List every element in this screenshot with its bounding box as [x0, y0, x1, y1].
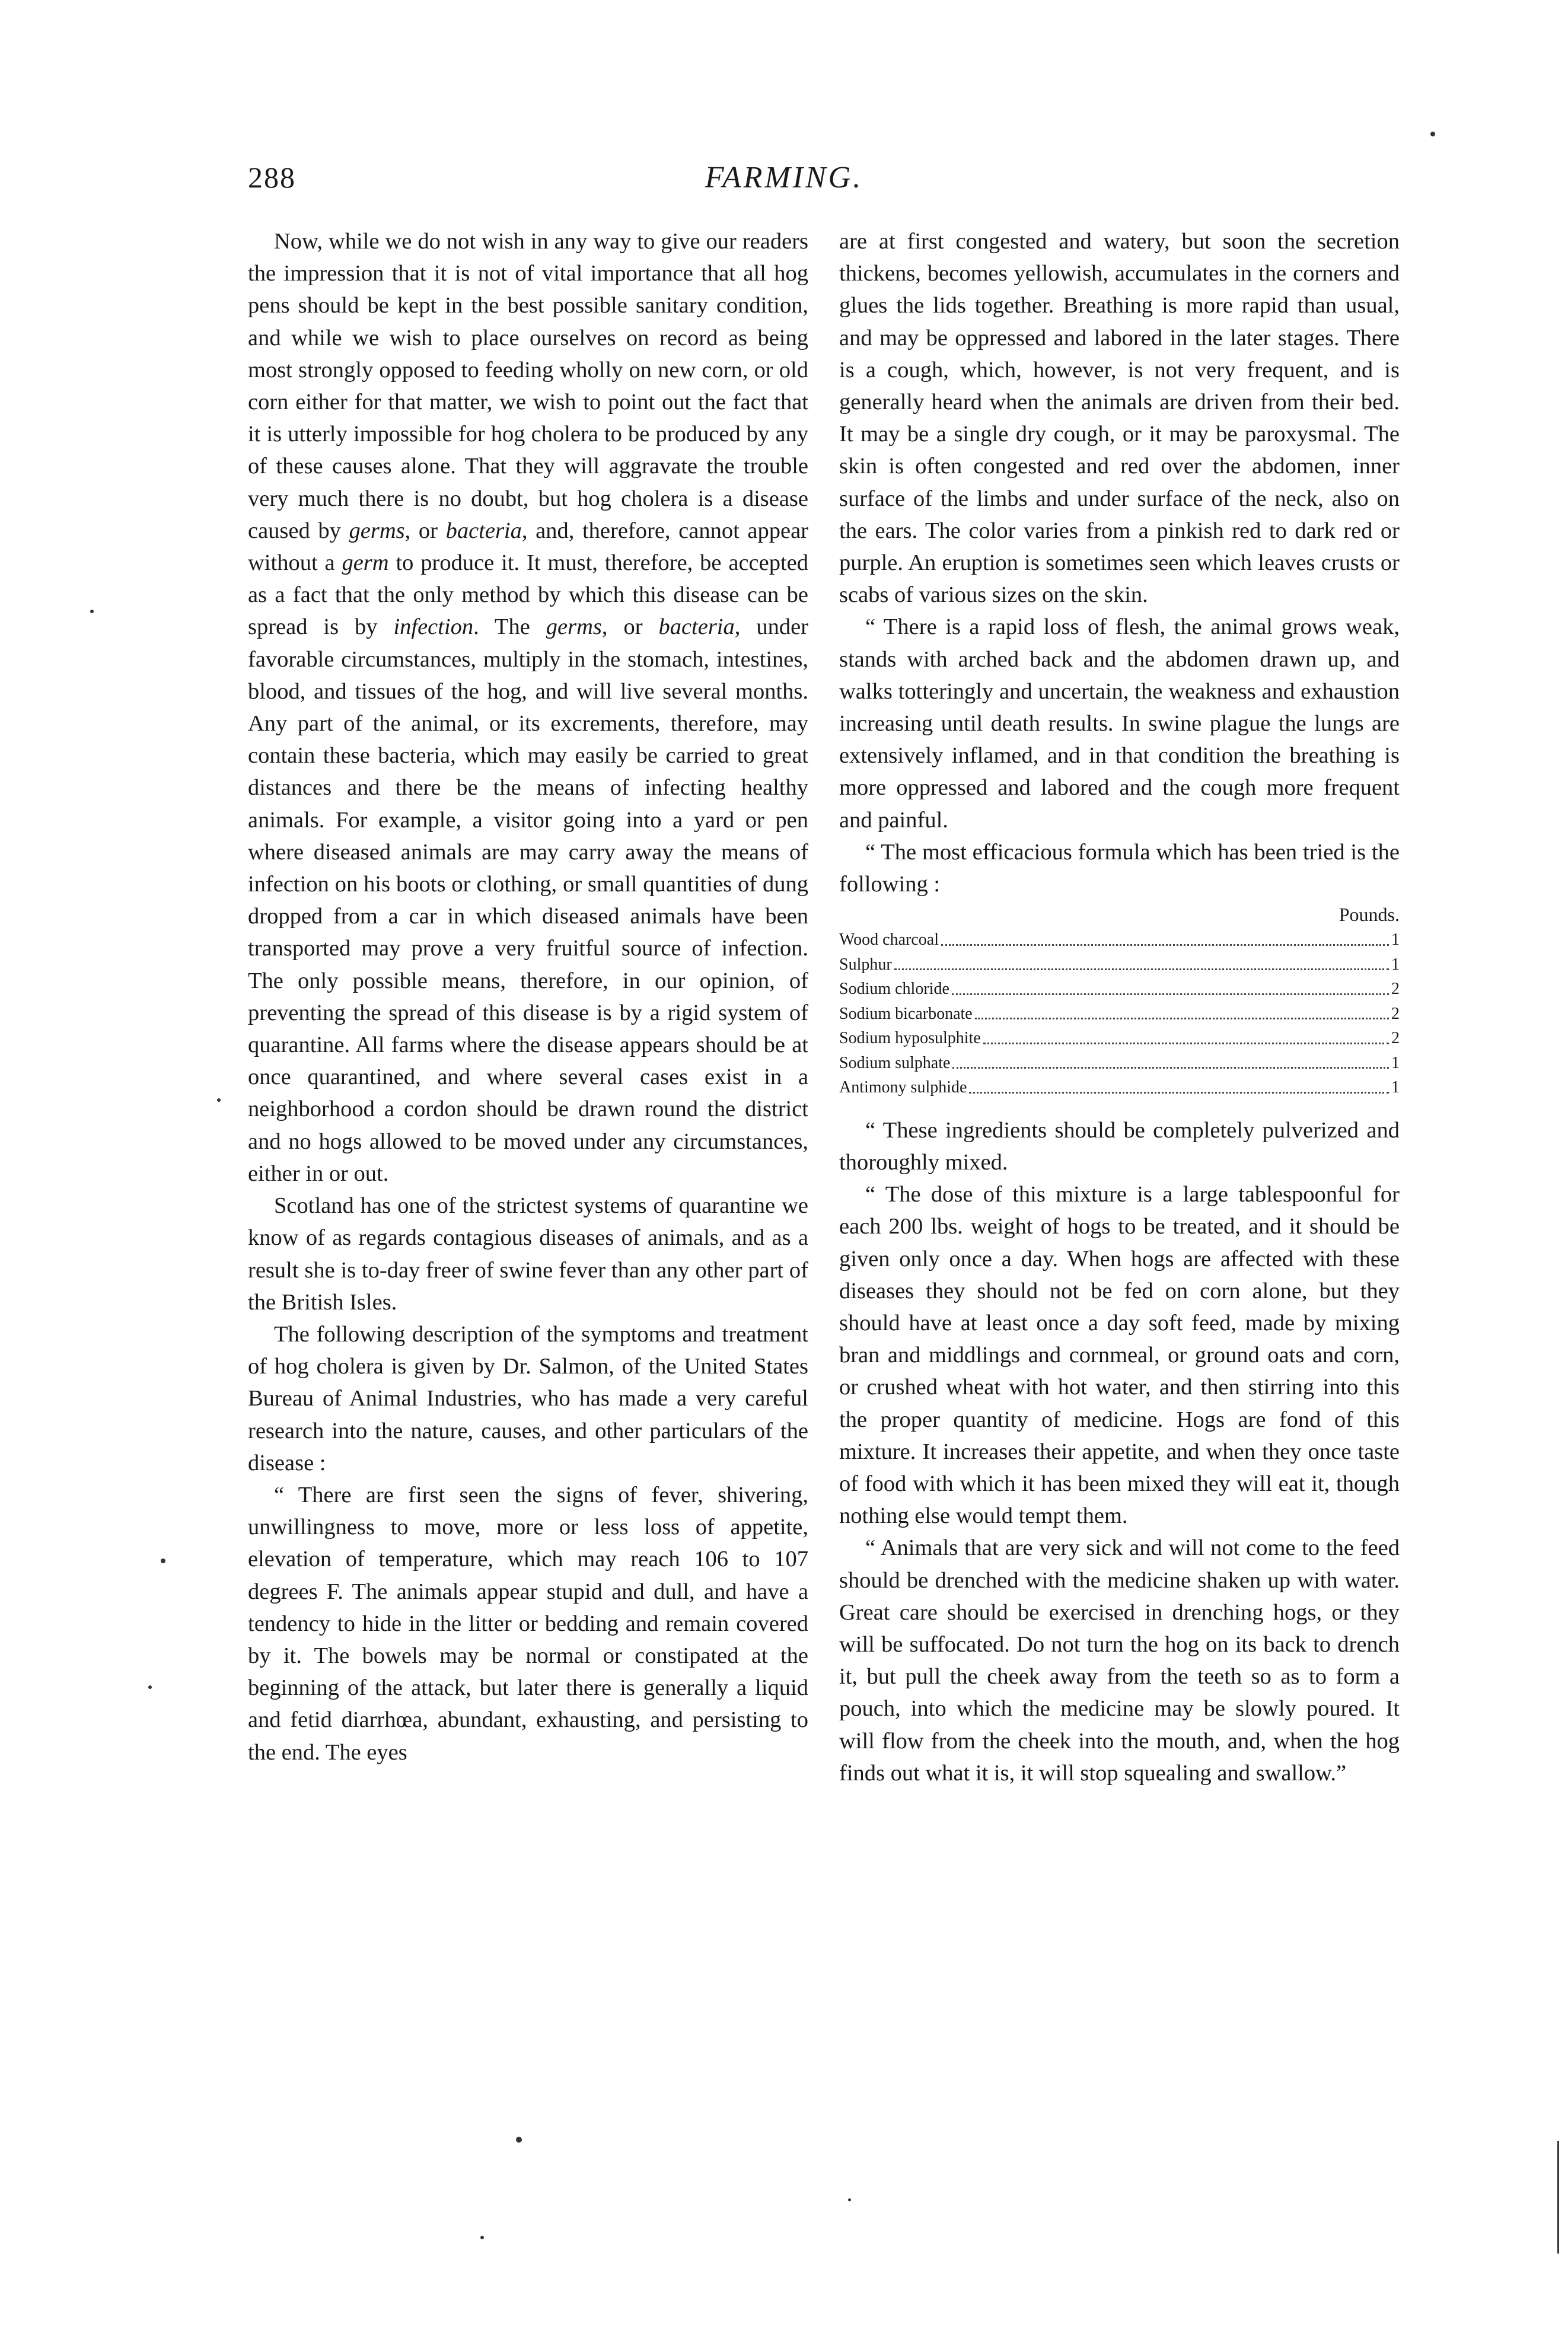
text-run: . The — [473, 614, 546, 640]
ingredient-row — [839, 952, 1400, 977]
scan-speck — [516, 2137, 522, 2143]
right-column — [839, 225, 1400, 1789]
ingredient-name: Sodium chloride — [839, 980, 949, 999]
paragraph — [248, 1190, 808, 1318]
paragraph — [839, 225, 1400, 611]
ingredient-quantity: 2 — [1391, 980, 1400, 999]
ingredient-quantity: 2 — [1391, 1029, 1400, 1048]
ingredients-table — [839, 928, 1400, 1100]
dot-leader — [952, 993, 1389, 995]
dot-leader — [941, 944, 1389, 946]
ingredient-name: Sulphur — [839, 955, 892, 974]
text-run: , and, therefore, cannot appear without a — [248, 518, 808, 576]
scan-speck — [1430, 132, 1435, 136]
scan-speck — [148, 1685, 152, 1689]
paragraph — [839, 611, 1400, 836]
ingredient-row — [839, 928, 1400, 952]
page-header — [0, 160, 1568, 208]
ingredient-name: Antimony sulphide — [839, 1078, 967, 1097]
text-run: , or — [404, 518, 446, 543]
ingredient-name: Wood charcoal — [839, 930, 939, 949]
paragraph — [839, 1114, 1400, 1178]
scan-speck — [161, 1558, 165, 1563]
right-column-text-after-table — [839, 1114, 1400, 1789]
text-run: The following description of the symptoms and treatment of hog cholera is given by Dr. Salmon, of the United States Bureau of Animal Industries, who has made a very careful research into the nature, causes, and other particulars of the disease : — [248, 1321, 808, 1475]
ingredient-name: Sodium bicarbonate — [839, 1004, 973, 1023]
table-unit-header: Pounds. — [1338, 904, 1400, 926]
ingredient-name: Sodium sulphate — [839, 1053, 951, 1072]
text-run: Scotland has one of the strictest systems of quarantine we know of as regards contagious diseases of animals, and as a result she is to-day freer of swine fever than any other part of the British Isles. — [248, 1193, 808, 1315]
ingredient-row — [839, 1051, 1400, 1076]
italic-text: bacteria — [658, 614, 735, 640]
ingredient-row — [839, 1002, 1400, 1027]
running-title: FARMING. — [705, 161, 863, 195]
right-column-text-before-table — [839, 225, 1400, 900]
left-column — [248, 225, 808, 1768]
text-run: , under favorable circumstances, multiply in the stomach, intestines, blood, and tissues of the hog, and will live several months. Any part of the animal, or its excrements, therefore, may contain these bacteria, which may easily be carried to great distances and there be the means of infecting healthy animals. For example, a visitor going into a yard or pen where diseased animals are may carry away the means of infection on his boots or clothing, or small quantities of dung dropped from a car in which diseased animals have been transported may prove a very fruitful source of infection. The only possible means, therefore, in our opinion, of preventing the spread of this disease is by a rigid system of quarantine. All farms where the disease appears should be at once quarantined, and where several cases exist in a neighborhood a cordon should be drawn round the district and no hogs allowed to be moved under any circumstances, either in or out. — [248, 614, 808, 1186]
ingredient-quantity: 1 — [1391, 1053, 1400, 1072]
italic-text: germs — [546, 614, 602, 640]
paragraph — [248, 1318, 808, 1479]
italic-text: bacteria — [445, 518, 522, 543]
ingredient-row — [839, 1075, 1400, 1100]
scan-speck — [90, 610, 94, 613]
italic-text: infection — [393, 614, 474, 640]
text-run: “ The dose of this mixture is a large tablespoonful for each 200 lbs. weight of hogs to be treated, and it should be given only once a day. When hogs are affected with these diseases they should not be fed on corn alone, but they should have at least once a day soft feed, made by mixing bran and middlings and cornmeal, or ground oats and corn, or crushed wheat with hot water, and then stirring into this the proper quantity of medicine. Hogs are fond of this mixture. It increases their appetite, and when they once taste of food with which it has been mixed they will eat it, though nothing else would tempt them. — [839, 1182, 1400, 1529]
dot-leader — [983, 1043, 1389, 1044]
ingredient-quantity: 1 — [1391, 955, 1400, 974]
text-run: “ The most efficacious formula which has been tried is the following : — [839, 839, 1400, 897]
italic-text: germ — [342, 550, 389, 576]
ingredient-row — [839, 977, 1400, 1002]
text-run: “ There are first seen the signs of fever, shivering, unwillingness to move, more or less loss of appetite, elevation of temperature, which may reach 106 to 107 degrees F. The animals appear stupid and dull, and have a tendency to hide in the litter or bedding and remain covered by it. The bowels may be normal or constipated at the beginning of the attack, but later there is generally a liquid and fetid diarrhœa, abundant, exhausting, and persisting to the end. The eyes — [248, 1482, 808, 1765]
dot-leader — [969, 1092, 1389, 1094]
dot-leader — [952, 1067, 1389, 1069]
italic-text: germs — [349, 518, 405, 543]
paragraph — [248, 1479, 808, 1768]
dot-leader — [975, 1018, 1389, 1019]
dot-leader — [894, 968, 1389, 970]
text-run: , or — [601, 614, 659, 640]
paragraph — [839, 1178, 1400, 1532]
paragraph — [839, 1532, 1400, 1789]
text-run: are at first congested and watery, but soon the secretion thickens, becomes yellowish, accumulates in the corners and glues the lids together. Breathing is more rapid than usual, and may be oppressed and labored in the later stages. There is a cough, which, however, is not very frequent, and is generally heard when the animals are driven from their bed. It may be a single dry cough, or it may be paroxysmal. The skin is often congested and red over the abdomen, inner surface of the limbs and under surface of the neck, also on the ears. The color varies from a pinkish red to dark red or purple. An eruption is sometimes seen which leaves crusts or scabs of various sizes on the skin. — [839, 229, 1400, 608]
scan-speck — [848, 2198, 851, 2201]
text-run: Now, while we do not wish in any way to give our readers the impression that it is not of vital importance that all hog pens should be kept in the best possible sanitary condition, and while we wish to place ourselves on record as being most strongly opposed to feeding wholly on new corn, or old corn either for that matter, we wish to point out the fact that it is utterly impossible for hog cholera to be produced by any of these causes alone. That they will aggravate the trouble very much there is no doubt, but hog cholera is a disease caused by — [248, 229, 808, 543]
text-run: “ Animals that are very sick and will not come to the feed should be drenched with the medicine shaken up with water. Great care should be exercised in drenching hogs, or they will be suffocated. Do not turn the hog on its back to drench it, but pull the cheek away from the teeth so as to form a pouch, into which the medicine may be slowly poured. It will flow from the cheek into the mouth, and, when the hog finds out what it is, it will stop squealing and swallow.” — [839, 1535, 1400, 1786]
text-run: “ There is a rapid loss of flesh, the animal grows weak, stands with arched back and the abdomen drawn up, and walks totteringly and uncertain, the weakness and exhaustion increasing until death results. In swine plague the lungs are extensively inflamed, and in that condition the breathing is more oppressed and labored and the cough more frequent and painful. — [839, 614, 1400, 833]
ingredient-quantity: 1 — [1391, 930, 1400, 949]
scan-speck — [480, 2236, 484, 2239]
ingredient-quantity: 2 — [1391, 1004, 1400, 1023]
text-run: to produce it. It must, therefore, be accepted as a fact that the only method by which this disease can be spread is by — [248, 550, 808, 640]
paragraph — [839, 836, 1400, 900]
scan-speck — [217, 1098, 221, 1102]
ingredient-quantity: 1 — [1391, 1078, 1400, 1097]
paragraph — [248, 225, 808, 1190]
scan-edge-mark — [1557, 2141, 1559, 2254]
ingredient-name: Sodium hyposulphite — [839, 1029, 981, 1048]
page-number: 288 — [248, 161, 296, 194]
text-run: “ These ingredients should be completely pulverized and thoroughly mixed. — [839, 1117, 1400, 1175]
ingredient-row — [839, 1026, 1400, 1051]
